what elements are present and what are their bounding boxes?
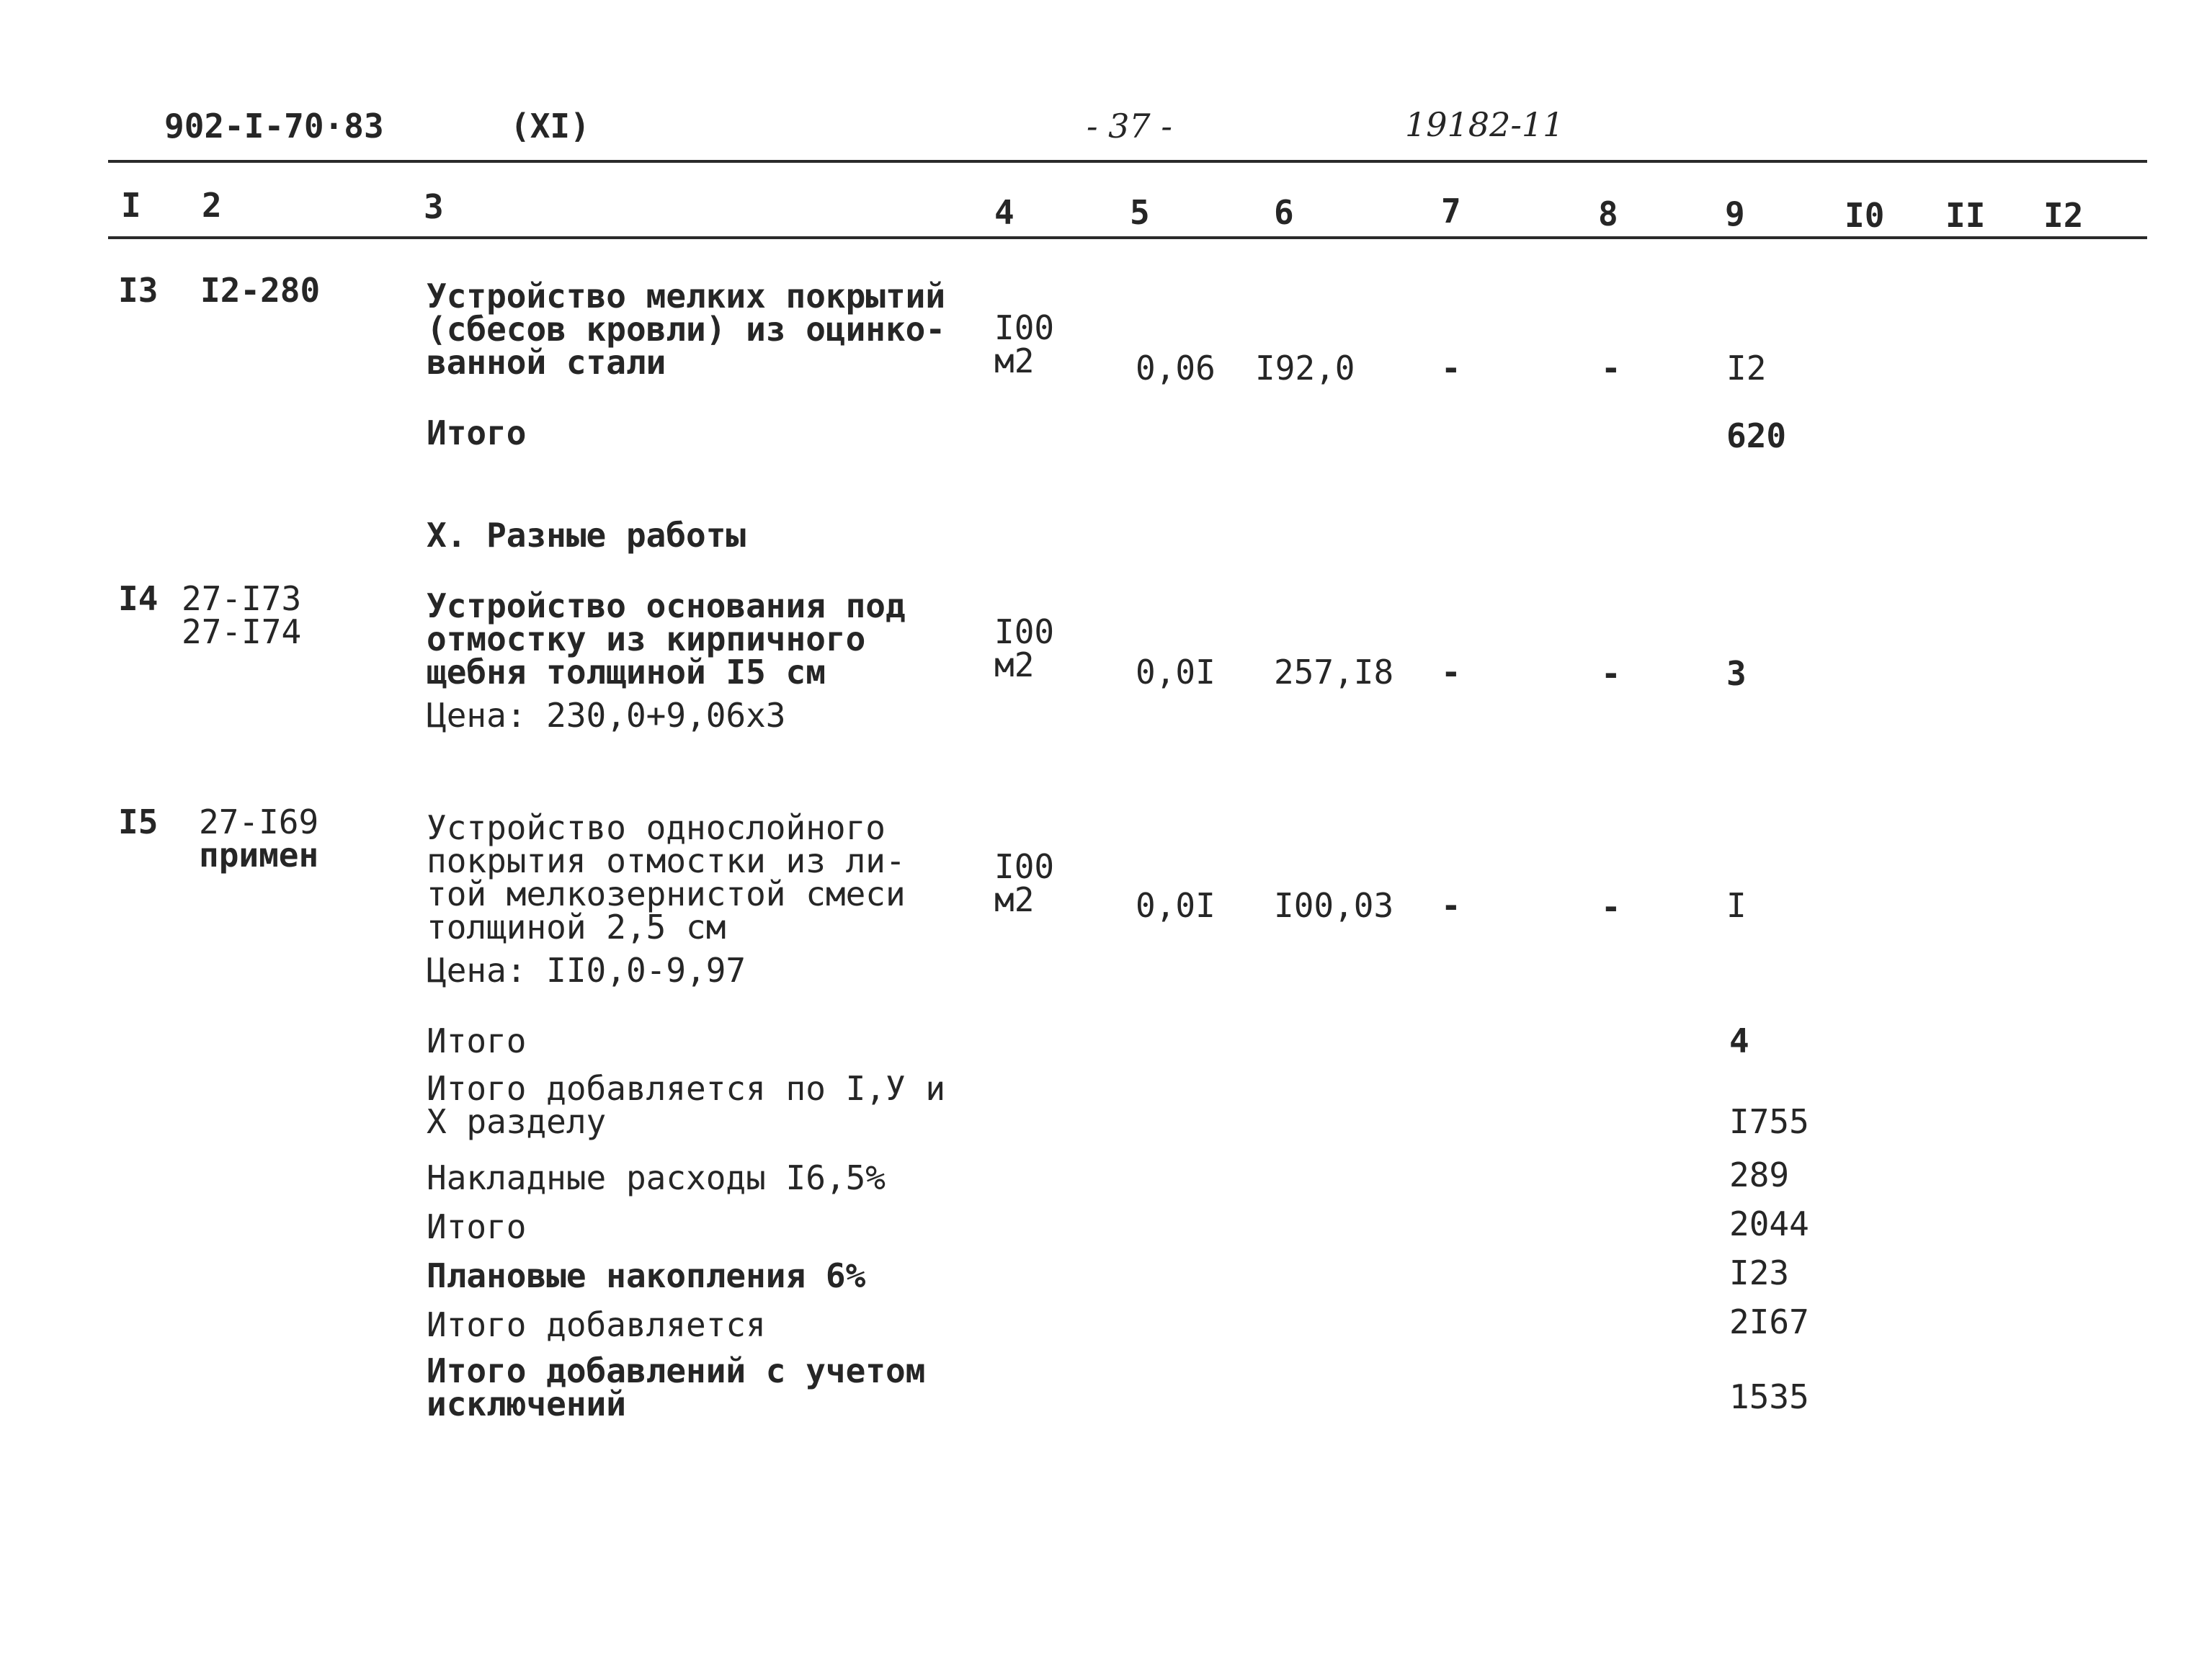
summary-label: Итого: [427, 1021, 527, 1060]
row-13-col9: I2: [1726, 349, 1767, 388]
row-13-code: I2-280: [200, 271, 321, 310]
row-13-description: Устройство мелких покрытий (сбесов кровли) из оцинко- ванной стали: [427, 277, 946, 382]
row-14-number: I4: [118, 579, 159, 618]
document-code: 902-I-70·83: [164, 107, 384, 146]
col-header-11: II: [1945, 196, 1986, 235]
header-rule: [108, 236, 2147, 239]
col-header-6: 6: [1274, 193, 1294, 232]
row-14-col6: 257,I8: [1274, 653, 1394, 692]
row-14-code: 27-I73 27-I74: [182, 579, 302, 651]
row-13-col8: -: [1601, 349, 1621, 388]
summary-label: Итого: [427, 1207, 527, 1246]
summary-value: 2044: [1729, 1204, 1809, 1243]
row-13-unit: I00 м2: [994, 308, 1055, 380]
row-15-unit: I00 м2: [994, 847, 1055, 919]
row-14-col5: 0,0I: [1136, 653, 1216, 692]
row-14-col8: -: [1601, 654, 1621, 693]
summary-label: Плановые накопления 6%: [427, 1256, 866, 1295]
summary-label: Итого добавляется по I,У и X разделу: [427, 1069, 946, 1141]
row-15-col8: -: [1601, 887, 1621, 926]
row-13-number: I3: [118, 271, 159, 310]
total-1-value: 620: [1726, 416, 1787, 455]
top-rule: [108, 160, 2147, 163]
row-14-col9: 3: [1726, 654, 1747, 693]
row-14-col7: -: [1441, 653, 1461, 692]
row-14-price: Цена: 230,0+9,06x3: [427, 696, 786, 735]
col-header-9: 9: [1725, 194, 1745, 233]
row-15-number: I5: [118, 802, 159, 841]
row-13-col7: -: [1441, 349, 1461, 388]
sheet-number: 19182-11: [1405, 105, 1564, 144]
summary-label: Итого добавлений с учетом исключений: [427, 1351, 926, 1423]
col-header-10: I0: [1845, 196, 1885, 235]
row-15-col7: -: [1441, 886, 1461, 925]
summary-value: I755: [1729, 1102, 1809, 1141]
summary-label: Накладные расходы I6,5%: [427, 1158, 886, 1197]
col-header-7: 7: [1441, 192, 1461, 231]
col-header-1: I: [121, 186, 141, 225]
row-14-description: Устройство основания под отмостку из кирпичного щебня толщиной I5 см: [427, 586, 906, 692]
summary-value: 1535: [1729, 1377, 1809, 1416]
col-header-8: 8: [1598, 194, 1618, 233]
row-15-code: 27-I69 примен: [199, 802, 319, 875]
col-header-2: 2: [202, 186, 222, 225]
row-15-col6: I00,03: [1274, 886, 1394, 925]
col-header-3: 3: [424, 187, 444, 226]
summary-value: 4: [1729, 1021, 1749, 1060]
row-15-description: Устройство однослойного покрытия отмостки из ли- той мелкозернистой смеси толщиной 2,5 см: [427, 808, 906, 947]
col-header-12: I2: [2043, 196, 2084, 235]
row-15-col9: I: [1726, 886, 1747, 925]
row-14-unit: I00 м2: [994, 612, 1055, 684]
col-header-4: 4: [994, 193, 1014, 232]
row-13-col6: I92,0: [1255, 349, 1355, 388]
row-15-price: Цена: II0,0-9,97: [427, 951, 746, 990]
section-title: X. Разные работы: [427, 516, 746, 555]
row-13-col5: 0,06: [1136, 349, 1216, 388]
col-header-5: 5: [1130, 193, 1150, 232]
summary-value: 289: [1729, 1155, 1790, 1194]
section-number: (XI): [510, 107, 590, 146]
total-1-label: Итого: [427, 413, 527, 452]
summary-value: I23: [1729, 1253, 1790, 1292]
summary-value: 2I67: [1729, 1302, 1809, 1341]
summary-label: Итого добавляется: [427, 1305, 766, 1344]
row-15-col5: 0,0I: [1136, 886, 1216, 925]
page-number: - 37 -: [1087, 107, 1172, 146]
